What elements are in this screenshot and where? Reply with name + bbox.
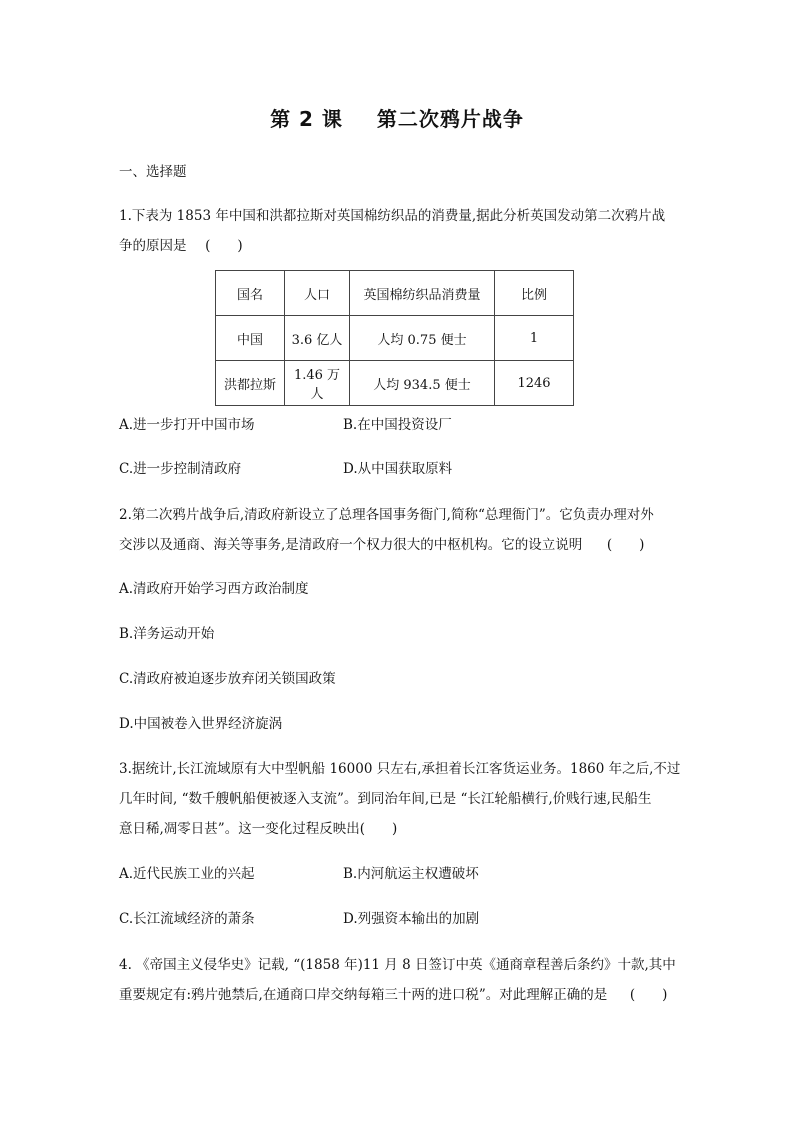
q1-stem-line2 — [119, 234, 243, 254]
q1-stem-line1: 1.下表为 1853 年中国和洪都拉斯对英国棉纺织品的消费量,据此分析英国发动第二次鸦片战 — [119, 208, 666, 224]
q3-stem-text: 意日稀,凋零日甚”。这一变化过程反映出 — [119, 821, 360, 837]
lesson-name: 第二次鸦片战争 — [376, 107, 524, 131]
q1-answer-paren: ( ) — [205, 238, 243, 254]
table-cell: 中国 — [216, 316, 285, 361]
table-cell: 人均 934.5 便士 — [350, 361, 495, 406]
table-row — [216, 316, 574, 361]
q3-option-d[interactable]: D.列强资本输出的加剧 — [343, 911, 480, 927]
q4-stem-line2 — [119, 983, 667, 1003]
table-cell: 人均 0.75 便士 — [350, 316, 495, 361]
q2-option-a[interactable]: A.清政府开始学习西方政治制度 — [119, 581, 309, 597]
q3-option-a[interactable]: A.近代民族工业的兴起 — [119, 866, 255, 882]
page-title — [0, 103, 794, 132]
q2-stem-line1: 2.第二次鸦片战争后,清政府新设立了总理各国事务衙门,简称“总理衙门”。它负责办理对外 — [119, 507, 654, 523]
q2-answer-paren: ( ) — [606, 537, 645, 553]
q1-option-a[interactable]: A.进一步打开中国市场 — [119, 417, 255, 433]
q3-stem-line3 — [119, 817, 397, 837]
table-cell: 洪都拉斯 — [216, 361, 285, 406]
table-header-cell: 人口 — [285, 271, 350, 316]
table-row — [216, 361, 574, 406]
table-cell: 1.46 万人 — [285, 361, 350, 406]
table-header-cell: 英国棉纺织品消费量 — [350, 271, 495, 316]
q2-stem-text: 交涉以及通商、海关等事务,是清政府一个权力很大的中枢机构。它的设立说明 — [119, 537, 583, 553]
q1-stem-text: 争的原因是 — [119, 238, 187, 254]
table-header-cell: 国名 — [216, 271, 285, 316]
table-cell: 3.6 亿人 — [285, 316, 350, 361]
q3-option-c[interactable]: C.长江流域经济的萧条 — [119, 911, 255, 927]
q3-stem-line1: 3.据统计,长江流域原有大中型帆船 16000 只左右,承担着长江客货运业务。1860 年之后,不过 — [119, 761, 681, 777]
q2-stem-line2 — [119, 533, 644, 553]
table-header-row — [216, 271, 574, 316]
q2-option-c[interactable]: C.清政府被迫逐步放弃闭关锁国政策 — [119, 671, 336, 687]
q1-option-d[interactable]: D.从中国获取原料 — [343, 461, 453, 477]
section-heading: 一、选择题 — [119, 164, 187, 180]
table-header-cell: 比例 — [495, 271, 574, 316]
q4-stem-line1: 4. 《帝国主义侵华史》记载, “(1858 年)11 月 8 日签订中英《通商章程善后条约》十款,其中 — [119, 957, 676, 973]
q1-option-c[interactable]: C.进一步控制清政府 — [119, 461, 242, 477]
q2-option-d[interactable]: D.中国被卷入世界经济旋涡 — [119, 716, 283, 732]
q2-option-b[interactable]: B.洋务运动开始 — [119, 626, 215, 642]
consumption-table — [215, 270, 574, 406]
table-cell: 1246 — [495, 361, 574, 406]
q3-stem-line2: 几年时间, “数千艘帆船便被逐入支流”。到同治年间,已是 “长江轮船横行,价贱行速,民船生 — [119, 791, 652, 807]
q4-stem-text: 重要规定有:鸦片弛禁后,在通商口岸交纳每箱三十两的进口税”。对此理解正确的是 — [119, 987, 608, 1003]
q1-option-b[interactable]: B.在中国投资设厂 — [343, 417, 452, 433]
q3-answer-paren: ( ) — [359, 821, 398, 837]
table-cell: 1 — [495, 316, 574, 361]
q4-answer-paren: ( ) — [629, 987, 668, 1003]
q3-option-b[interactable]: B.内河航运主权遭破坏 — [343, 866, 479, 882]
lesson-number: 第 2 课 — [270, 107, 343, 131]
